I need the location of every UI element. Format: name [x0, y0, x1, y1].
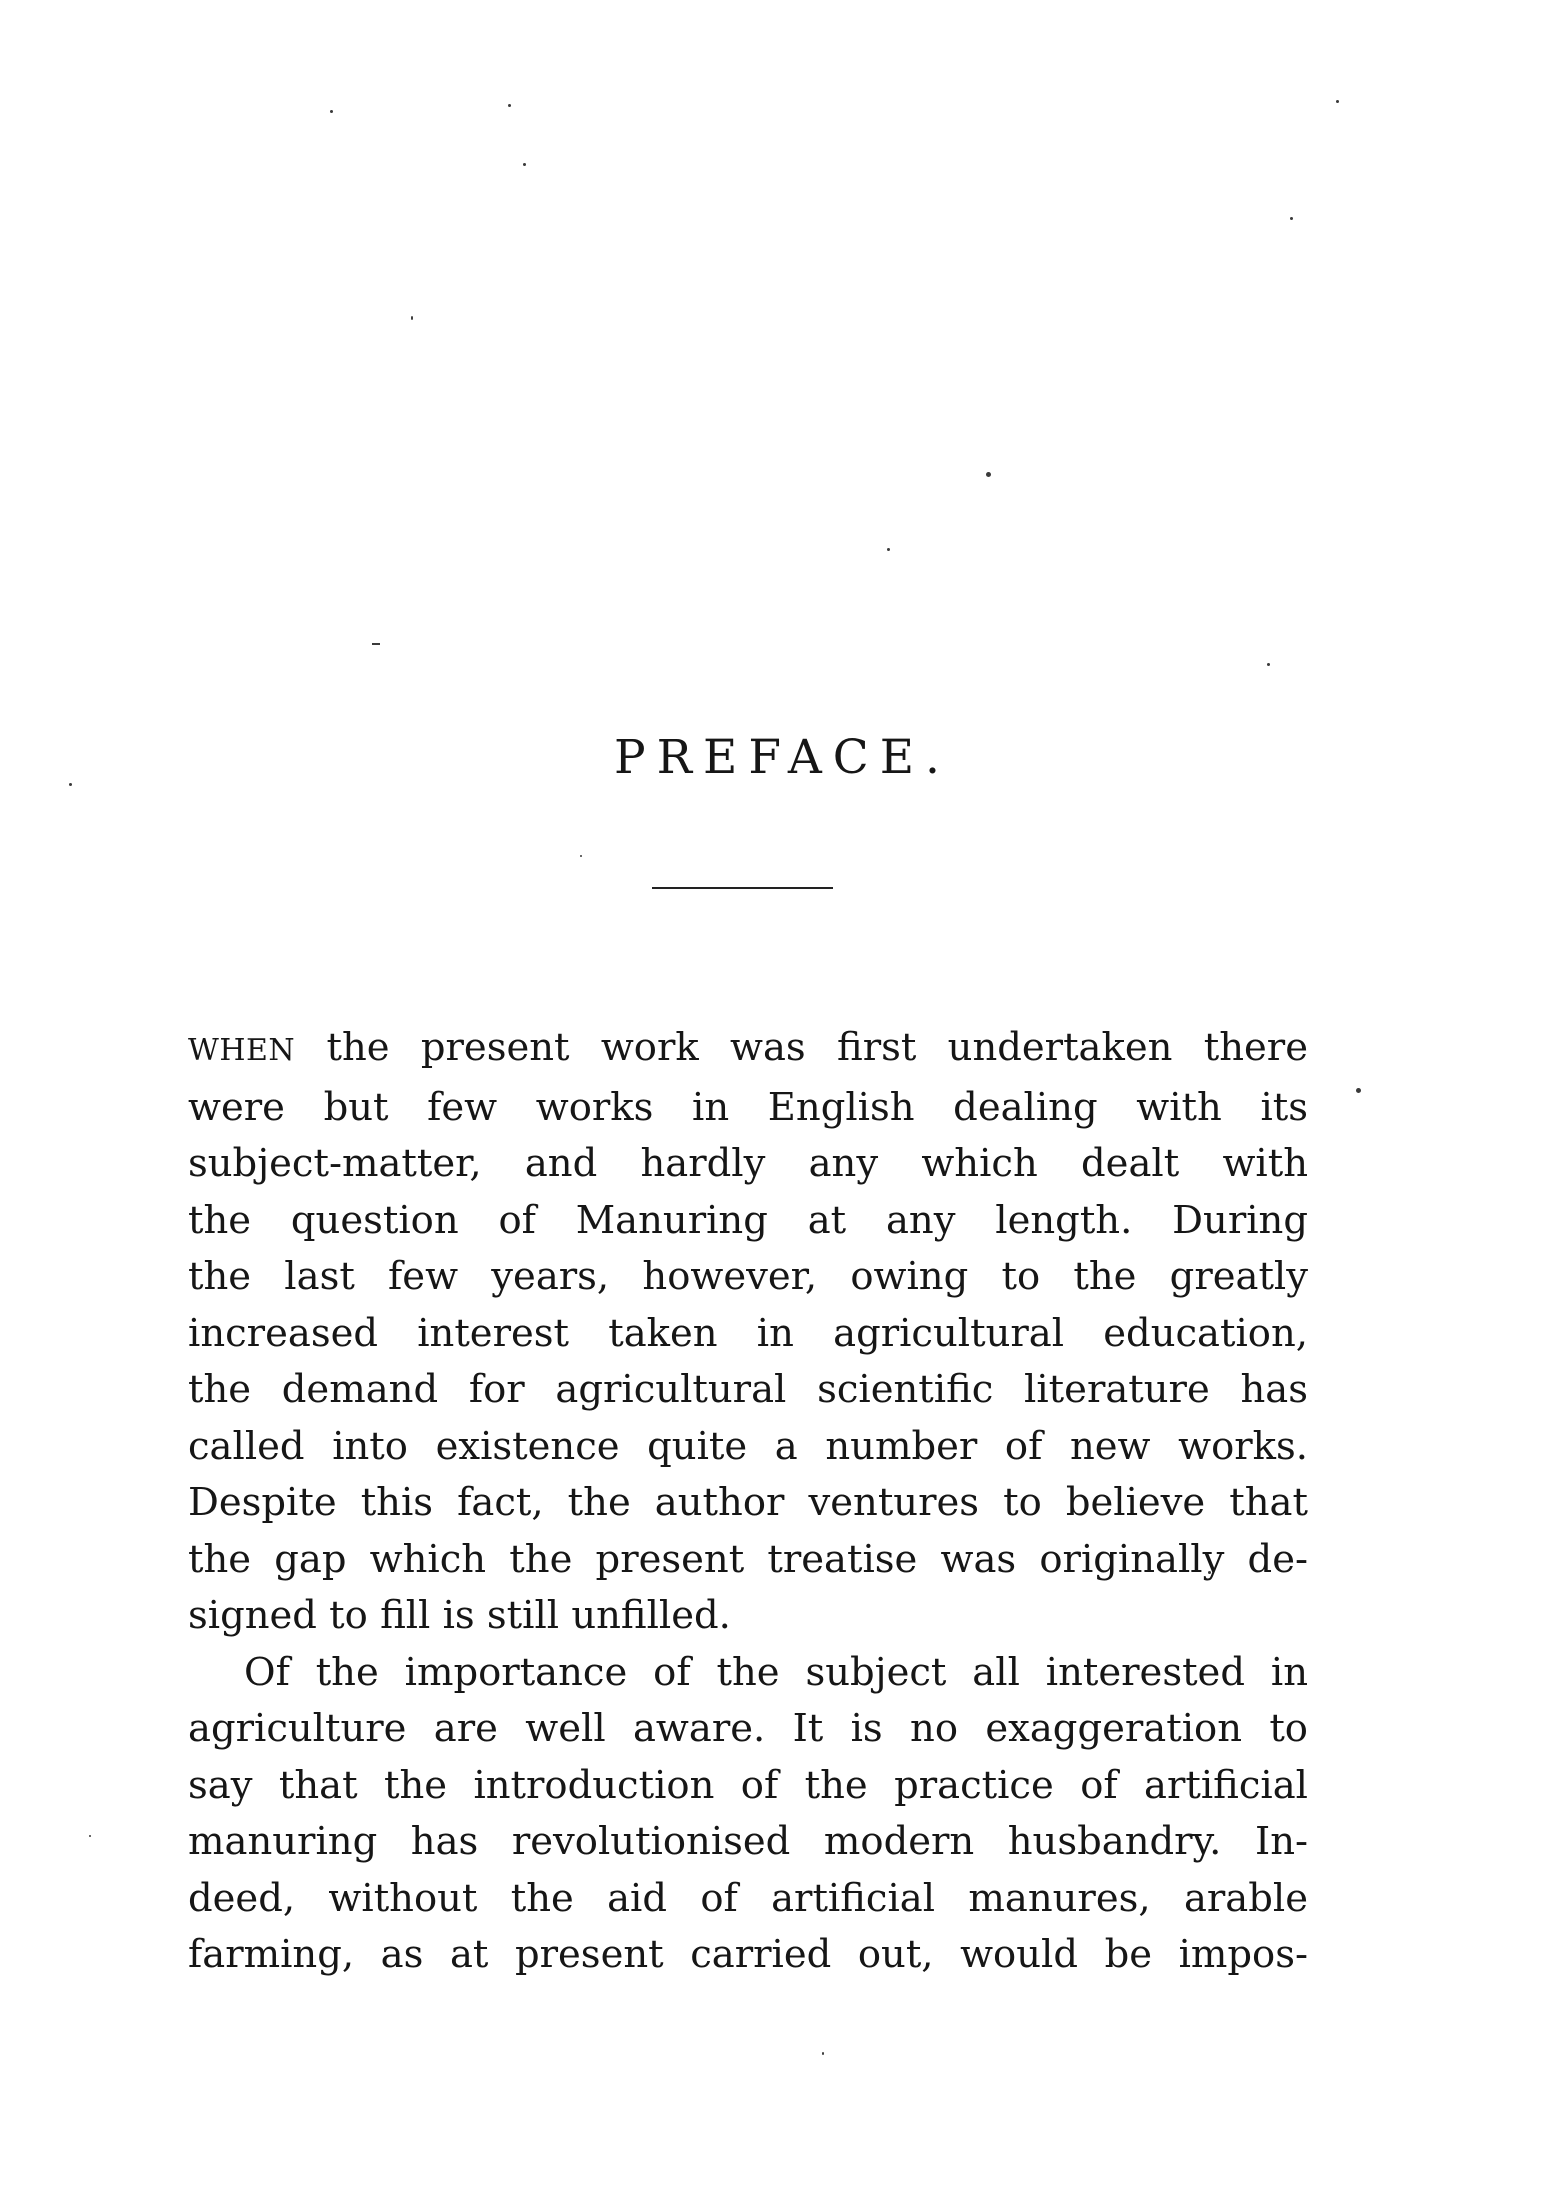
text-line: say that the introduction of the practice of artificial: [188, 1762, 1308, 1808]
text-line: the demand for agricultural scientific literature has: [188, 1367, 1308, 1412]
paragraph-2: [188, 1645, 1308, 1984]
text-line: the gap which the present treatise was originally de-: [188, 1536, 1308, 1582]
text-line: the last few years, however, owing to the greatly: [188, 1254, 1308, 1299]
text-line: the question of Manuring at any length. During: [188, 1197, 1308, 1243]
preface-body: [188, 1020, 1308, 1984]
text-line: called into existence quite a number of new works.: [188, 1423, 1308, 1469]
text-line: agriculture are well aware. It is no exaggeration to: [188, 1706, 1308, 1751]
text-line: farming, as at present carried out, would be impos-: [188, 1932, 1308, 1977]
text-line: Despite this fact, the author ventures to believe that: [188, 1480, 1308, 1525]
text-line: were but few works in English dealing with its: [188, 1084, 1308, 1130]
page-title: PREFACE.: [614, 730, 951, 785]
text-line: manuring has revolutionised modern husbandry. In-: [188, 1819, 1308, 1864]
text-line: subject-matter, and hardly any which dealt with: [188, 1141, 1308, 1186]
text-line: WHEN the present work was first undertaken there: [188, 1025, 1308, 1070]
paragraph-1: [188, 1020, 1308, 1645]
text-line: signed to fill is still unfilled.: [188, 1593, 731, 1638]
text-line: increased interest taken in agricultural education,: [188, 1310, 1308, 1356]
title-divider: [652, 887, 833, 889]
lead-smallcaps: WHEN: [188, 1033, 296, 1068]
text-line: deed, without the aid of artificial manures, arable: [188, 1875, 1308, 1921]
text-line: Of the importance of the subject all interested in: [244, 1649, 1308, 1695]
